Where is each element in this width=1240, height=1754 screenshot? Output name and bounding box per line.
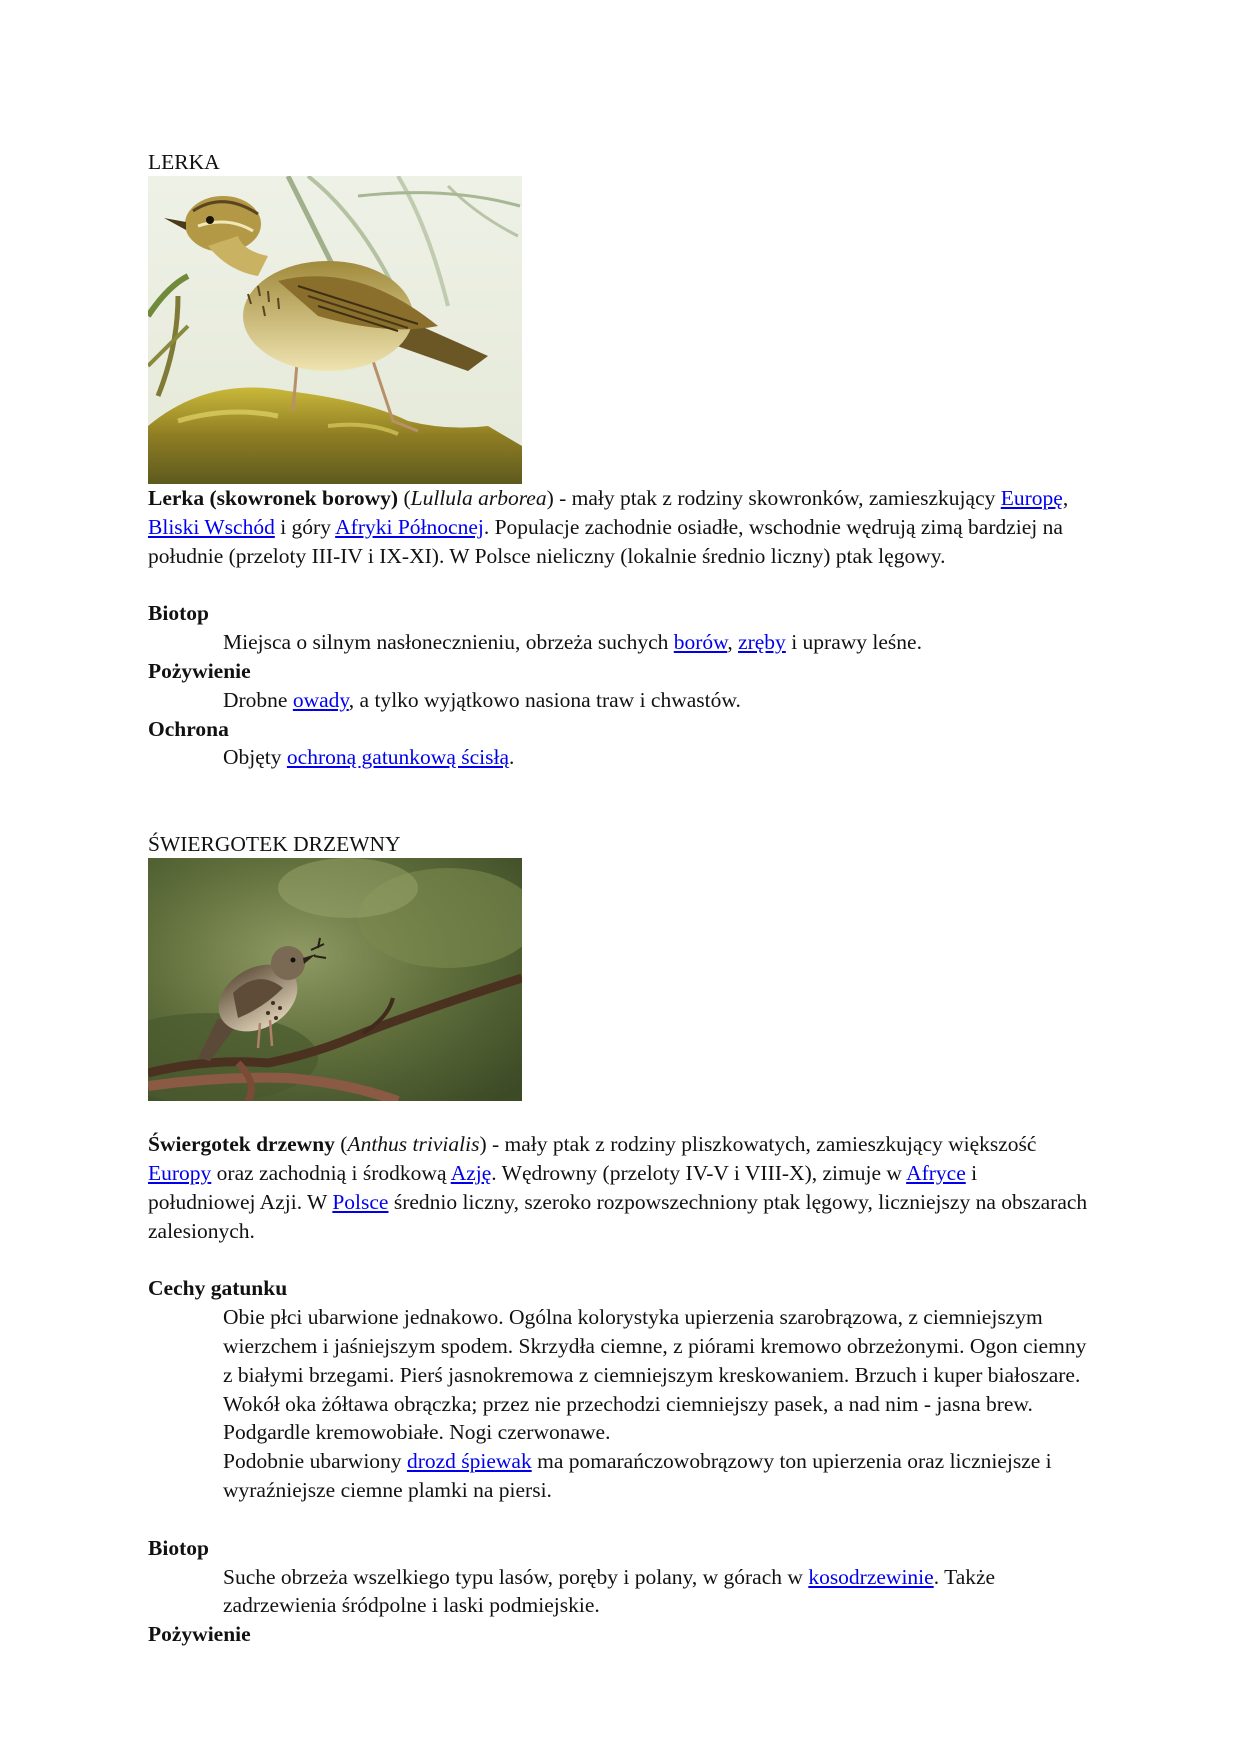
text-span: i południowej Azji. W bbox=[148, 1160, 978, 1214]
tree-pipit-photo-graphic bbox=[148, 858, 522, 1101]
text-span: ma pomarańczowobrązowy ton upierzenia oraz liczniejsze i wyraźniejsze ciemne plamki na piersi. bbox=[223, 1449, 1052, 1502]
link-azje[interactable]: Azję bbox=[450, 1160, 492, 1185]
section-heading-lerka: LERKA bbox=[148, 150, 220, 174]
text-span: Miejsca o silnym nasłonecznieniu, obrzeża suchych bbox=[223, 630, 674, 655]
link-owady[interactable]: owady bbox=[292, 687, 349, 712]
text-span: , bbox=[727, 630, 739, 655]
spacer bbox=[148, 1245, 1088, 1274]
text-span: i uprawy leśne. bbox=[785, 630, 922, 655]
spacer bbox=[148, 772, 1088, 830]
text-span: Objęty bbox=[223, 745, 287, 770]
link-zreby[interactable]: zręby bbox=[738, 630, 786, 655]
spacer bbox=[148, 1101, 1088, 1130]
text-span: Suche obrzeża wszelkiego typu lasów, poręby i polany, w górach w bbox=[223, 1564, 809, 1589]
spacer bbox=[148, 570, 1088, 599]
text-span: średnio liczny, szeroko rozpowszechniony ptak lęgowy, liczniejszy na obszarach zalesionych. bbox=[148, 1189, 1088, 1243]
lerka-ochrona-label: Ochrona bbox=[148, 716, 229, 741]
text-span: , bbox=[1062, 486, 1069, 510]
swiergotek-cechy-label: Cechy gatunku bbox=[148, 1276, 288, 1301]
swiergotek-cechy-text: Obie płci ubarwione jednakowo. Ogólna kolorystyka upierzenia szarobrązowa, z ciemniejszym wierzchem i jaśniejszym spodem. Skrzydła ciemne, z piórami kremowo obrzeżonymi. Ogon ciemny z białymi brzegami. Pierś jasnokremowa z ciemniejszym kreskowaniem. Brzuch i kuper białoszare. Wokół oka żółtawa obrączka; przez nie przechodzi ciemniejszy pasek, a nad nim - jasna brew. Podgardle kremowobiałe. Nogi czerwonawe. bbox=[223, 1305, 1087, 1445]
lark-illustration-graphic bbox=[148, 176, 522, 484]
link-polsce[interactable]: Polsce bbox=[332, 1189, 389, 1214]
text-span: . Populacje zachodnie osiadłe, wschodnie wędrują zimą bardziej na południe (przeloty III-IV i IX-XI). W Polsce nieliczny (lokalnie średnio liczny) ptak lęgowy. bbox=[148, 514, 1063, 568]
link-kosodrzewina[interactable]: kosodrzewinie bbox=[808, 1564, 934, 1589]
text-span: Podobnie ubarwiony bbox=[223, 1449, 407, 1474]
lerka-common-name: Lerka (skowronek borowy) bbox=[148, 486, 399, 510]
lerka-pozywienie-label: Pożywienie bbox=[148, 658, 251, 683]
link-north-africa[interactable]: Afryki Północnej bbox=[335, 514, 484, 539]
text-span: . Także zadrzewienia śródpolne i laski podmiejskie. bbox=[223, 1564, 996, 1618]
text-span: . Wędrowny (przeloty IV-V i VIII-X), zimuje w bbox=[491, 1160, 907, 1185]
text-span: i góry bbox=[274, 514, 336, 539]
text-span: , a tylko wyjątkowo nasiona traw i chwastów. bbox=[348, 687, 741, 712]
lerka-latin-name: Lullula arborea bbox=[410, 486, 547, 510]
lark-illustration bbox=[148, 176, 522, 484]
swiergotek-biotop-text bbox=[148, 1563, 1088, 1621]
link-drozd-spiewak[interactable]: drozd śpiewak bbox=[406, 1449, 532, 1474]
swiergotek-pozywienie-label: Pożywienie bbox=[148, 1622, 251, 1647]
document-content bbox=[148, 148, 1088, 1649]
link-europe[interactable]: Europę bbox=[1000, 486, 1063, 510]
lerka-biotop-text bbox=[148, 628, 1088, 657]
lerka-ochrona-text bbox=[148, 743, 1088, 772]
text-span: Drobne bbox=[223, 687, 293, 712]
swiergotek-common-name: Świergotek drzewny bbox=[148, 1132, 335, 1157]
swiergotek-latin-name: Anthus trivialis bbox=[347, 1132, 480, 1157]
lerka-intro-paragraph bbox=[148, 484, 1088, 570]
section-heading-swiergotek: ŚWIERGOTEK DRZEWNY bbox=[148, 832, 401, 857]
link-bory[interactable]: borów bbox=[673, 630, 728, 655]
swiergotek-intro-paragraph bbox=[148, 1130, 1088, 1245]
link-middle-east[interactable]: Bliski Wschód bbox=[148, 514, 275, 539]
link-ochrona-scisla[interactable]: ochroną gatunkową ścisłą bbox=[286, 745, 510, 770]
link-afryce[interactable]: Afryce bbox=[906, 1160, 966, 1185]
text-span: ) - mały ptak z rodziny pliszkowatych, zamieszkujący większość bbox=[479, 1132, 1037, 1157]
lerka-biotop-label: Biotop bbox=[148, 601, 209, 626]
link-europy[interactable]: Europy bbox=[148, 1160, 212, 1185]
text-span: ) - mały ptak z rodziny skowronków, zamieszkujący bbox=[546, 486, 1001, 510]
text-span: oraz zachodnią i środkową bbox=[211, 1160, 451, 1185]
swiergotek-cechy-comparison bbox=[148, 1447, 1088, 1505]
text-span: ( bbox=[398, 486, 411, 510]
text-span: . bbox=[509, 745, 515, 770]
tree-pipit-photo bbox=[148, 858, 522, 1101]
text-span: ( bbox=[334, 1132, 348, 1157]
spacer bbox=[148, 1505, 1088, 1534]
swiergotek-biotop-label: Biotop bbox=[148, 1535, 209, 1560]
lerka-pozywienie-text bbox=[148, 686, 1088, 715]
